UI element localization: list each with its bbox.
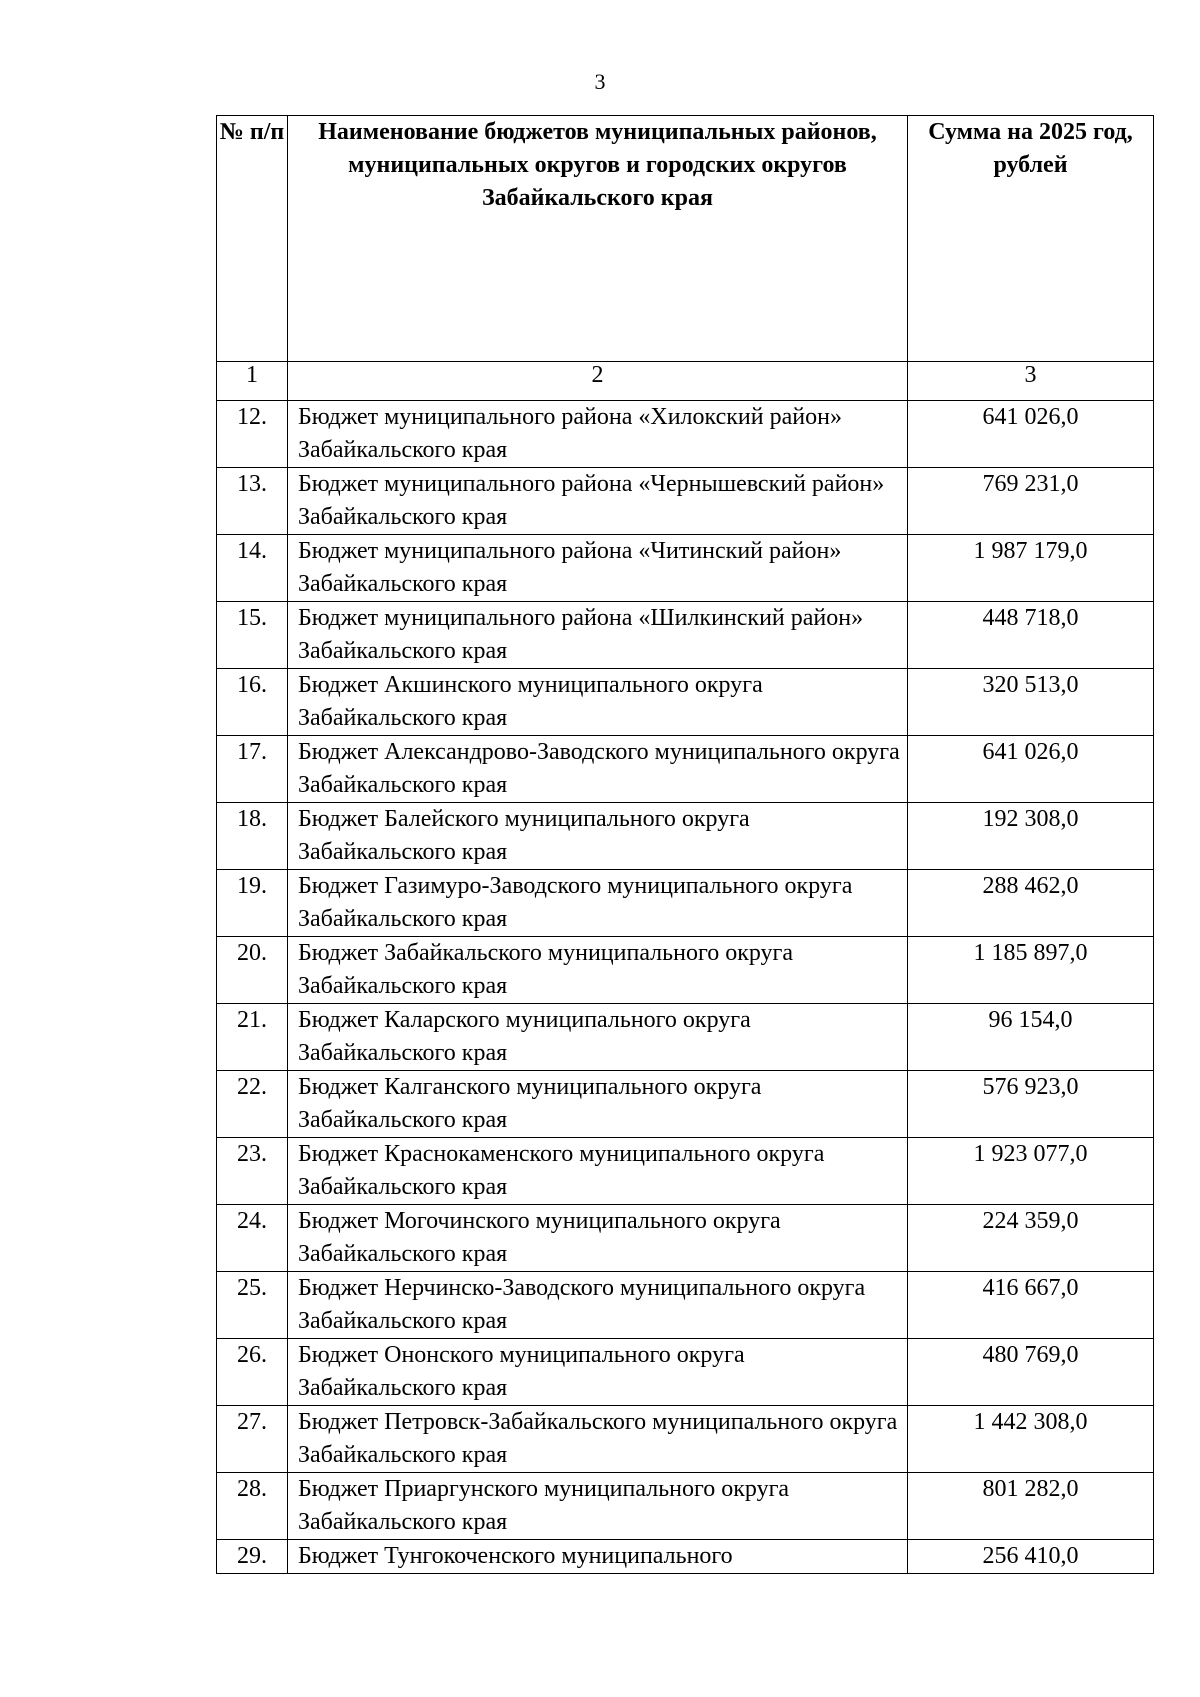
budget-name: Бюджет Газимуро-Заводского муниципального округа Забайкальского края xyxy=(288,870,908,937)
table-row xyxy=(217,870,1154,937)
row-number: 23. xyxy=(217,1138,288,1205)
budget-amount: 256 410,0 xyxy=(908,1540,1154,1574)
page-number: 3 xyxy=(594,69,606,94)
header-number: № п/п xyxy=(217,116,288,362)
row-number: 16. xyxy=(217,669,288,736)
budget-name: Бюджет Приаргунского муниципального округа Забайкальского края xyxy=(288,1473,908,1540)
table-row xyxy=(217,1004,1154,1071)
budget-amount: 1 442 308,0 xyxy=(908,1406,1154,1473)
row-number: 22. xyxy=(217,1071,288,1138)
table-row xyxy=(217,937,1154,1004)
table-row xyxy=(217,736,1154,803)
budget-name: Бюджет Ононского муниципального округа Забайкальского края xyxy=(288,1339,908,1406)
budget-table xyxy=(216,115,1154,1574)
budget-name: Бюджет Акшинского муниципального округа Забайкальского края xyxy=(288,669,908,736)
table-row xyxy=(217,669,1154,736)
row-number: 26. xyxy=(217,1339,288,1406)
budget-amount: 288 462,0 xyxy=(908,870,1154,937)
row-number: 17. xyxy=(217,736,288,803)
table-row xyxy=(217,1138,1154,1205)
table-row xyxy=(217,1540,1154,1574)
row-number: 24. xyxy=(217,1205,288,1272)
row-number: 19. xyxy=(217,870,288,937)
row-number: 27. xyxy=(217,1406,288,1473)
table-row xyxy=(217,468,1154,535)
row-number: 21. xyxy=(217,1004,288,1071)
table-header-row xyxy=(217,116,1154,362)
budget-name: Бюджет Забайкальского муниципального округа Забайкальского края xyxy=(288,937,908,1004)
row-number: 28. xyxy=(217,1473,288,1540)
table-row xyxy=(217,602,1154,669)
budget-amount: 801 282,0 xyxy=(908,1473,1154,1540)
budget-amount: 1 185 897,0 xyxy=(908,937,1154,1004)
budget-amount: 1 923 077,0 xyxy=(908,1138,1154,1205)
budget-amount: 96 154,0 xyxy=(908,1004,1154,1071)
budget-amount: 1 987 179,0 xyxy=(908,535,1154,602)
table-row xyxy=(217,1406,1154,1473)
budget-name: Бюджет муниципального района «Читинский район» Забайкальского края xyxy=(288,535,908,602)
header-amount: Сумма на 2025 год, рублей xyxy=(908,116,1154,362)
row-number: 13. xyxy=(217,468,288,535)
budget-amount: 480 769,0 xyxy=(908,1339,1154,1406)
row-number: 18. xyxy=(217,803,288,870)
budget-name: Бюджет Александрово-Заводского муниципального округа Забайкальского края xyxy=(288,736,908,803)
table-row xyxy=(217,1071,1154,1138)
budget-name: Бюджет Нерчинско-Заводского муниципального округа Забайкальского края xyxy=(288,1272,908,1339)
table-row xyxy=(217,803,1154,870)
budget-name: Бюджет Балейского муниципального округа Забайкальского края xyxy=(288,803,908,870)
budget-amount: 320 513,0 xyxy=(908,669,1154,736)
row-number: 29. xyxy=(217,1540,288,1574)
budget-name: Бюджет Краснокаменского муниципального округа Забайкальского края xyxy=(288,1138,908,1205)
column-number-row xyxy=(217,362,1154,401)
row-number: 12. xyxy=(217,401,288,468)
budget-name: Бюджет Тунгокоченского муниципального xyxy=(288,1540,908,1574)
row-number: 15. xyxy=(217,602,288,669)
table-row xyxy=(217,1473,1154,1540)
budget-name: Бюджет муниципального района «Шилкинский район» Забайкальского края xyxy=(288,602,908,669)
row-number: 14. xyxy=(217,535,288,602)
table-row xyxy=(217,401,1154,468)
table-row xyxy=(217,1339,1154,1406)
column-number-2: 2 xyxy=(288,362,908,401)
row-number: 25. xyxy=(217,1272,288,1339)
budget-amount: 448 718,0 xyxy=(908,602,1154,669)
budget-amount: 641 026,0 xyxy=(908,736,1154,803)
budget-name: Бюджет Калганского муниципального округа Забайкальского края xyxy=(288,1071,908,1138)
budget-amount: 769 231,0 xyxy=(908,468,1154,535)
budget-amount: 576 923,0 xyxy=(908,1071,1154,1138)
budget-name: Бюджет Петровск-Забайкальского муниципального округа Забайкальского края xyxy=(288,1406,908,1473)
budget-name: Бюджет муниципального района «Хилокский район» Забайкальского края xyxy=(288,401,908,468)
budget-amount: 224 359,0 xyxy=(908,1205,1154,1272)
table-row xyxy=(217,535,1154,602)
budget-name: Бюджет Могочинского муниципального округа Забайкальского края xyxy=(288,1205,908,1272)
budget-amount: 641 026,0 xyxy=(908,401,1154,468)
header-budget-name: Наименование бюджетов муниципальных районов, муниципальных округов и городских округов Забайкальского края xyxy=(288,116,908,362)
table-row xyxy=(217,1205,1154,1272)
budget-name: Бюджет Каларского муниципального округа Забайкальского края xyxy=(288,1004,908,1071)
budget-amount: 192 308,0 xyxy=(908,803,1154,870)
column-number-1: 1 xyxy=(217,362,288,401)
column-number-3: 3 xyxy=(908,362,1154,401)
budget-name: Бюджет муниципального района «Чернышевский район» Забайкальского края xyxy=(288,468,908,535)
table-row xyxy=(217,1272,1154,1339)
budget-amount: 416 667,0 xyxy=(908,1272,1154,1339)
row-number: 20. xyxy=(217,937,288,1004)
